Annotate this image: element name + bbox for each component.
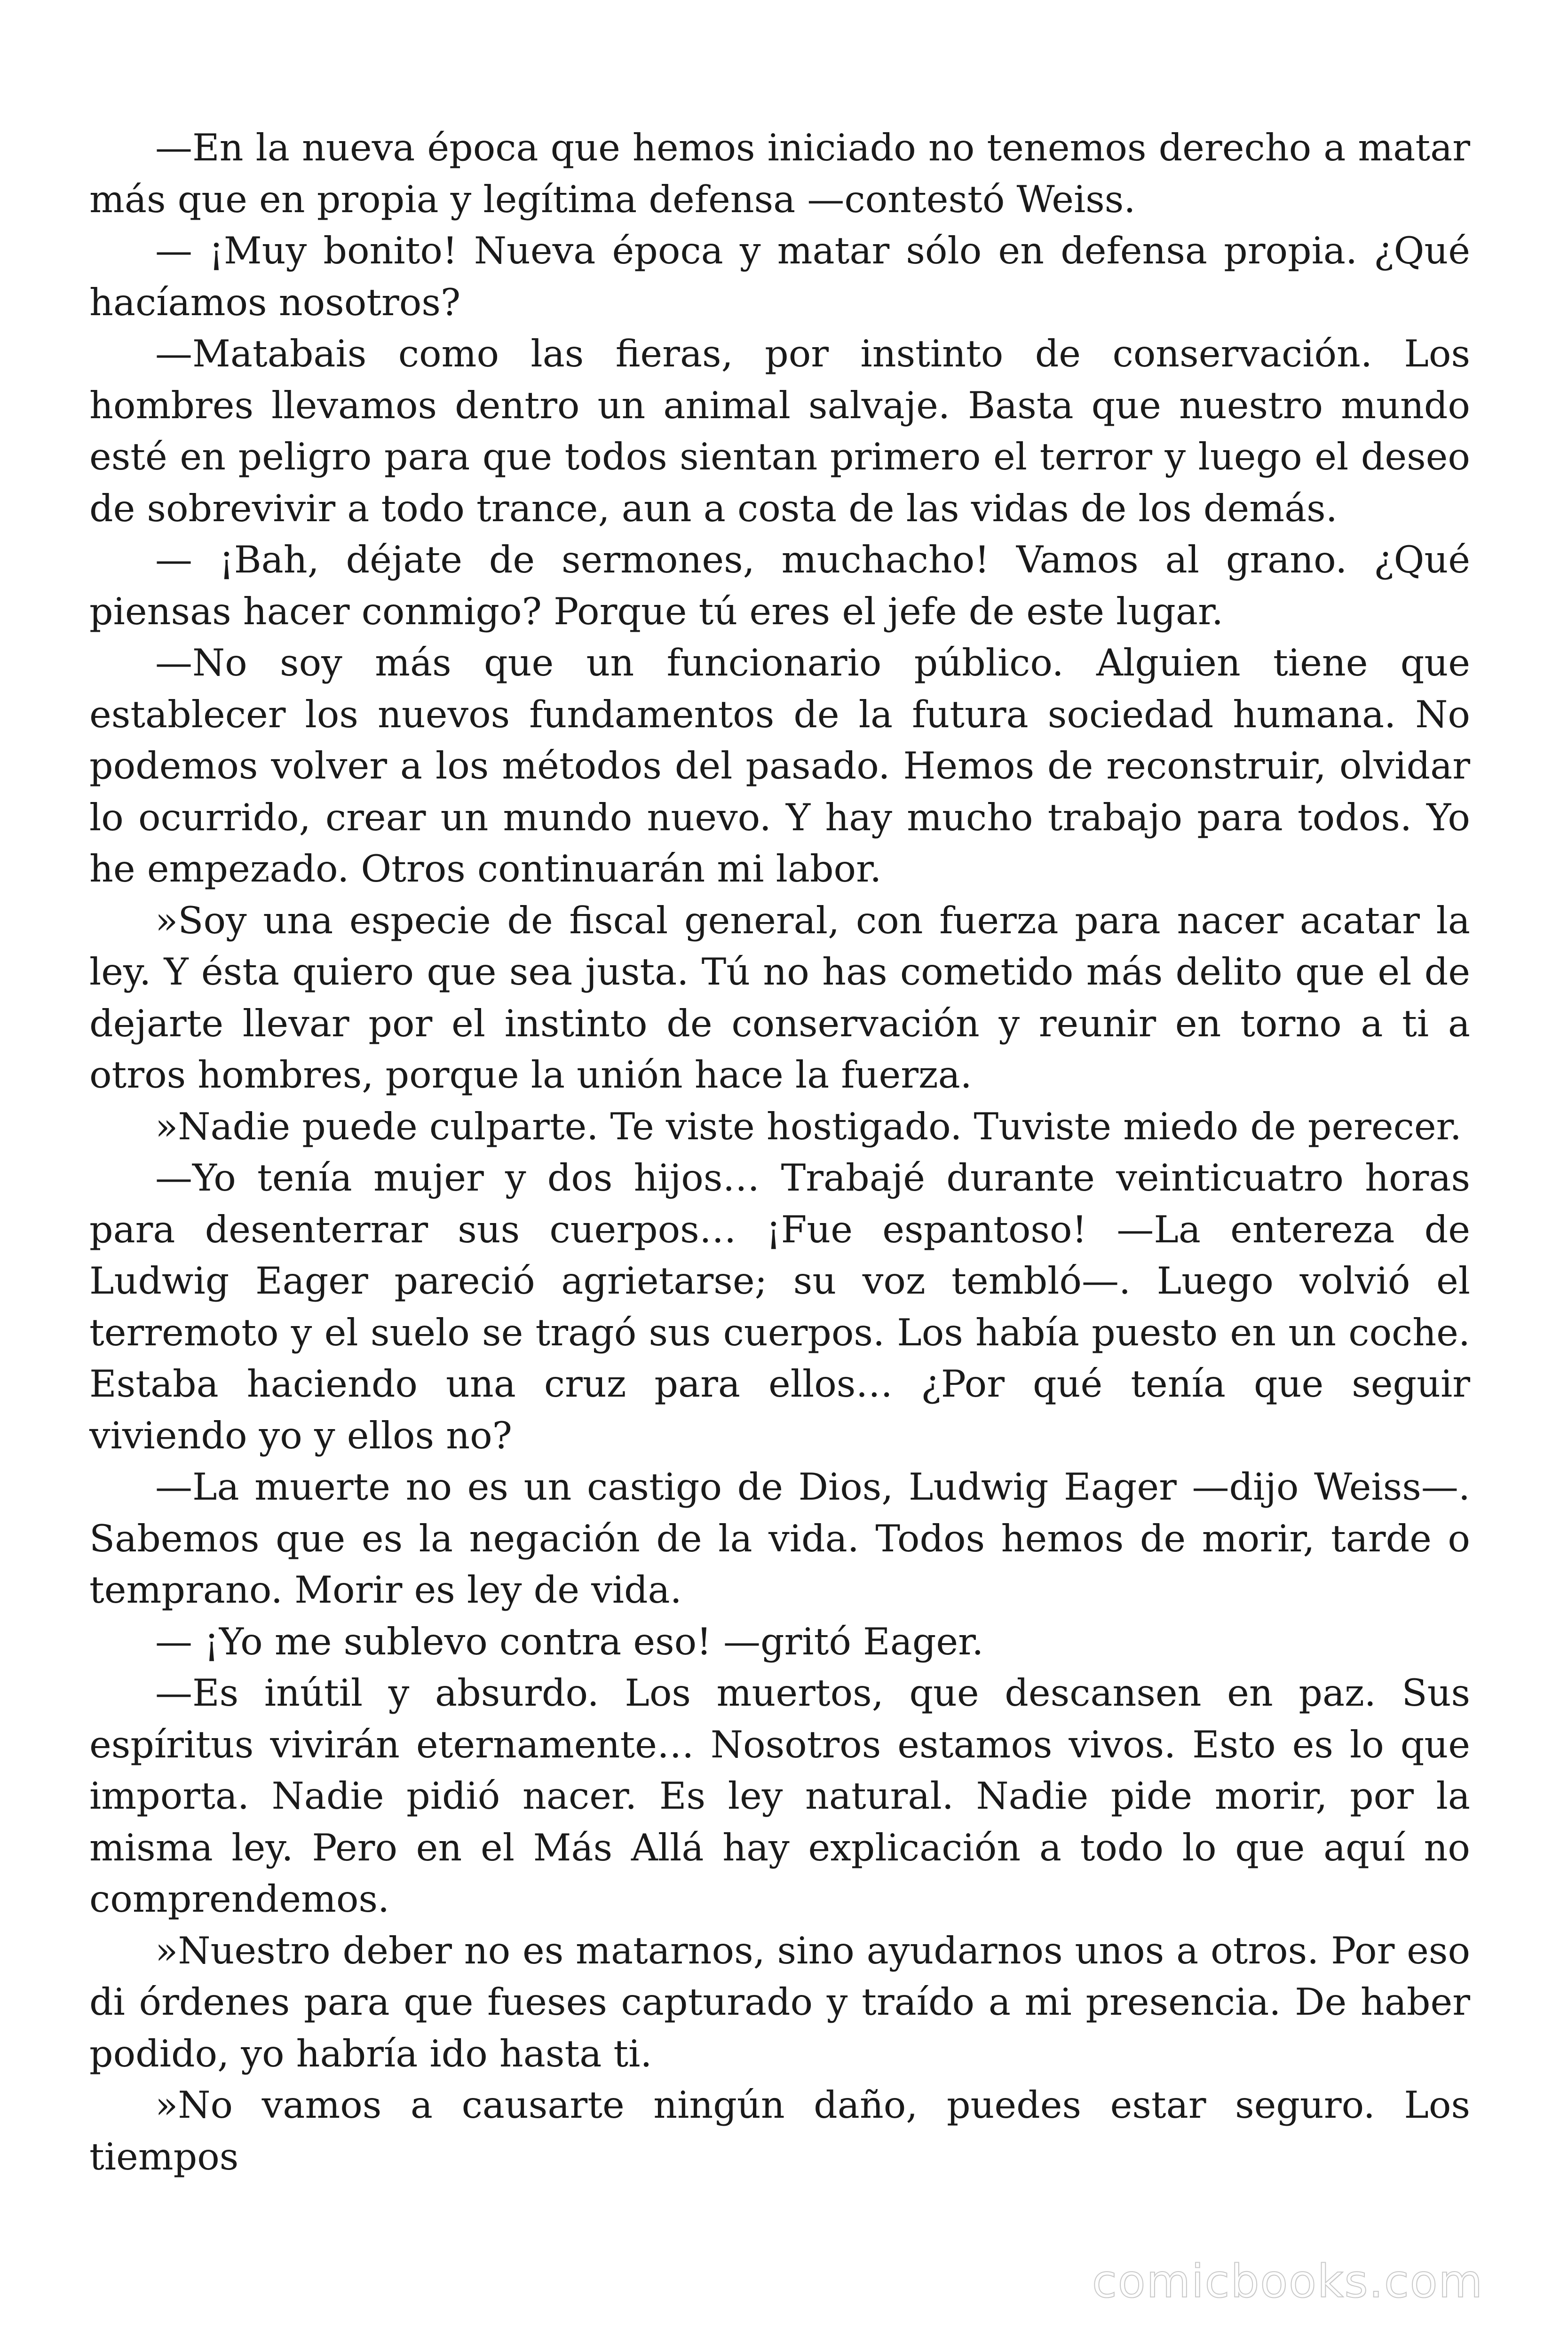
paragraph: —En la nueva época que hemos iniciado no tenemos derecho a matar más que en propia y legítima defensa —contestó Weiss.	[89, 126, 1470, 221]
body-text	[89, 122, 1470, 2183]
paragraph: —La muerte no es un castigo de Dios, Ludwig Eager —dijo Weiss—. Sabemos que es la negación de la vida. Todos hemos de morir, tarde o temprano. Morir es ley de vida.	[89, 1465, 1470, 1612]
paragraph: — ¡Bah, déjate de sermones, muchacho! Vamos al grano. ¿Qué piensas hacer conmigo? Porque tú eres el jefe de este lugar.	[89, 538, 1470, 633]
paragraph: — ¡Yo me sublevo contra eso! —gritó Eager.	[155, 1620, 984, 1663]
paragraph: —Es inútil y absurdo. Los muertos, que descansen en paz. Sus espíritus vivirán eternamente… Nosotros estamos vivos. Esto es lo que importa. Nadie pidió nacer. Es ley natural. Nadie pide morir, por la misma ley. Pero en el Más Allá hay explicación a todo lo que aquí no comprendemos.	[89, 1671, 1470, 1921]
paragraph: —Matabais como las fieras, por instinto de conservación. Los hombres llevamos dentro un animal salvaje. Basta que nuestro mundo esté en peligro para que todos sientan primero el terror y luego el deseo de sobrevivir a todo trance, aun a costa de las vidas de los demás.	[89, 332, 1470, 530]
paragraph: »Nadie puede culparte. Te viste hostigado. Tuviste miedo de perecer.	[155, 1104, 1462, 1148]
paragraph: — ¡Muy bonito! Nueva época y matar sólo en defensa propia. ¿Qué hacíamos nosotros?	[89, 229, 1470, 324]
paragraph: »No vamos a causarte ningún daño, puedes estar seguro. Los tiempos	[89, 2083, 1470, 2178]
paragraph: »Nuestro deber no es matarnos, sino ayudarnos unos a otros. Por eso di órdenes para que fueses capturado y traído a mi presencia. De haber podido, yo habría ido hasta ti.	[89, 1929, 1470, 2075]
paragraph: »Soy una especie de fiscal general, con fuerza para nacer acatar la ley. Y ésta quiero que sea justa. Tú no has cometido más delito que el de dejarte llevar por el instinto de conservación y reunir en torno a ti a otros hombres, porque la unión hace la fuerza.	[89, 898, 1470, 1097]
paragraph: —Yo tenía mujer y dos hijos… Trabajé durante veinticuatro horas para desenterrar sus cuerpos… ¡Fue espantoso! —La entereza de Ludwig Eager pareció agrietarse; su voz tembló—. Luego volvió el terremoto y el suelo se tragó sus cuerpos. Los había puesto en un coche. Estaba haciendo una cruz para ellos… ¿Por qué tenía que seguir viviendo yo y ellos no?	[89, 1156, 1470, 1457]
paragraph: —No soy más que un funcionario público. Alguien tiene que establecer los nuevos fundamentos de la futura sociedad humana. No podemos volver a los métodos del pasado. Hemos de reconstruir, olvidar lo ocurrido, crear un mundo nuevo. Y hay mucho trabajo para todos. Yo he empezado. Otros continuarán mi labor.	[89, 641, 1470, 890]
watermark: comicbooks.com	[1092, 2255, 1483, 2308]
